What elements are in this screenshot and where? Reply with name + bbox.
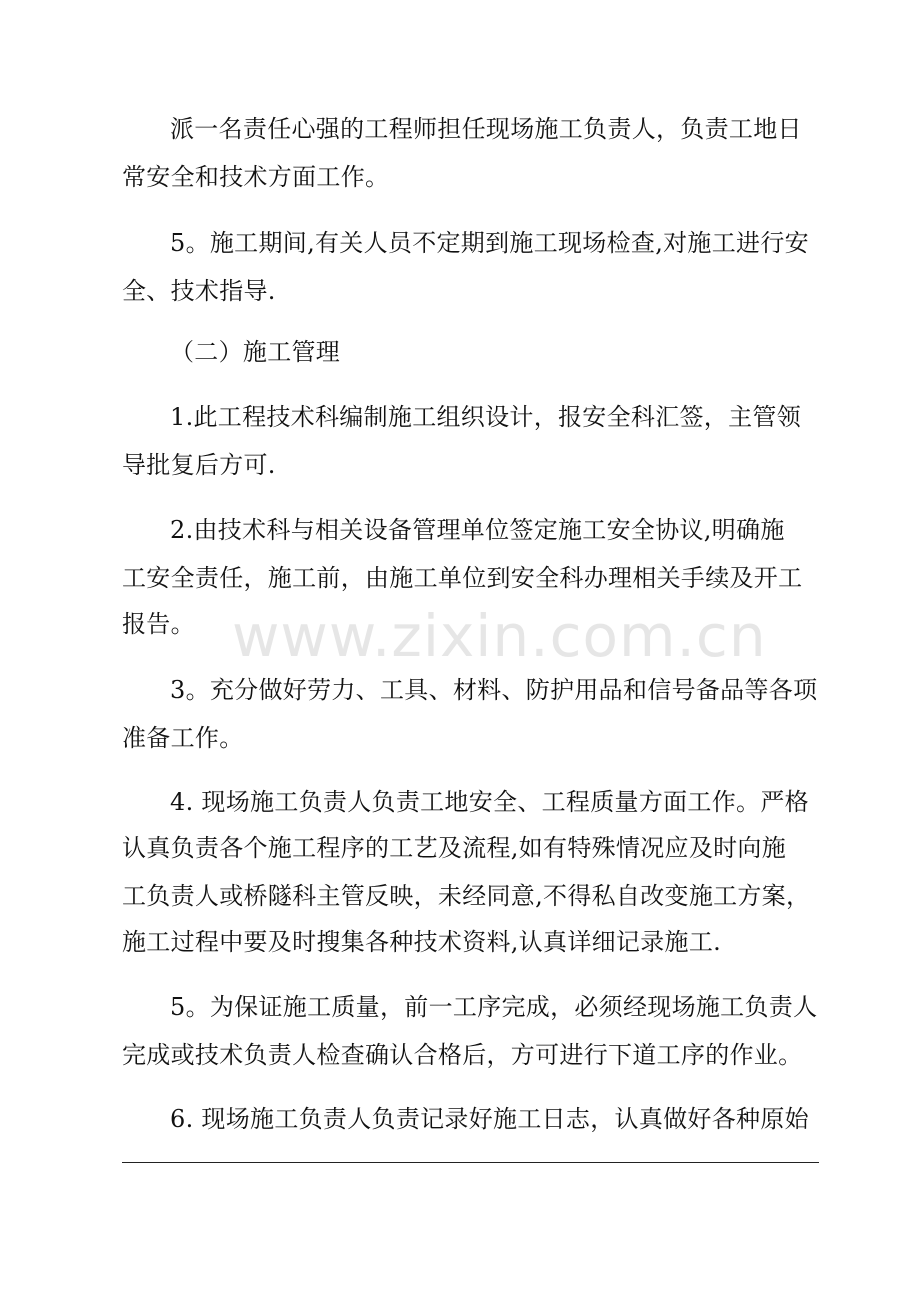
body-line: 认真负责各个施工程序的工艺及流程,如有特殊情况应及时向施 (122, 834, 787, 862)
body-line: 准备工作。 (122, 724, 244, 752)
footer-divider (122, 1162, 819, 1163)
body-line: 5。施工期间,有关人员不定期到施工现场检查,对施工进行安 (170, 229, 809, 257)
body-line: 常安全和技术方面工作。 (122, 163, 390, 191)
body-line: 派一名责任心强的工程师担任现场施工负责人，负责工地日 (170, 115, 802, 143)
body-line: 导批复后方可. (122, 451, 276, 479)
body-line: 施工过程中要及时搜集各种技术资料,认真详细记录施工. (122, 928, 722, 956)
body-line: 4. 现场施工负责人负责工地安全、工程质量方面工作。严格 (170, 788, 809, 816)
body-line: 工安全责任，施工前，由施工单位到安全科办理相关手续及开工 (122, 564, 803, 592)
body-line: 报告。 (122, 610, 195, 638)
body-line: 5。为保证施工质量，前一工序完成，必须经现场施工负责人 (170, 993, 818, 1021)
body-line: 3。充分做好劳力、工具、材料、防护用品和信号备品等各项 (170, 676, 818, 704)
section-heading: （二）施工管理 (170, 338, 341, 366)
body-line: 1.此工程技术科编制施工组织设计，报安全科汇签，主管领 (170, 403, 801, 431)
body-line: 2.由技术科与相关设备管理单位签定施工安全协议,明确施 (170, 516, 785, 544)
body-line: 全、技术指导. (122, 277, 276, 305)
body-line: 6. 现场施工负责人负责记录好施工日志，认真做好各种原始 (170, 1105, 809, 1133)
body-line: 工负责人或桥隧科主管反映，未经同意,不得私自改变施工方案， (122, 882, 811, 910)
body-line: 完成或技术负责人检查确认合格后，方可进行下道工序的作业。 (122, 1041, 803, 1069)
watermark-text: www.zixin.com.cn (232, 602, 767, 670)
